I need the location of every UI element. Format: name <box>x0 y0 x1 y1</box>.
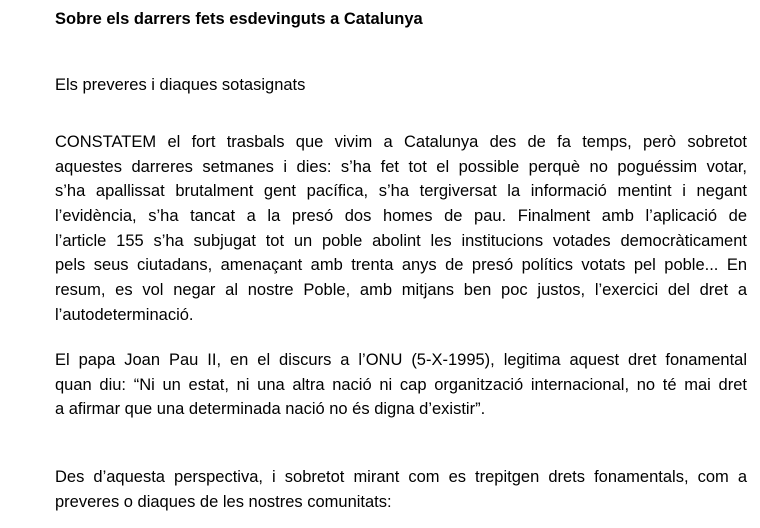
paragraph-line: El papa Joan Pau II, en el discurs a l’ONU (5-X-1995), legitima aquest dret fonamental <box>55 351 747 369</box>
document-title: Sobre els darrers fets esdevinguts a Catalunya <box>55 10 423 28</box>
paragraph-line: s’ha apallissat brutalment gent pacífica, s’ha tergiversat la informació mentint i negant <box>55 182 747 201</box>
paragraph-line: preveres o diaques de les nostres comunitats: <box>55 492 392 511</box>
paragraph-constatem <box>55 130 747 328</box>
paragraph-line: l’evidència, s’ha tancat a la presó dos homes de pau. Finalment amb l’aplicació de <box>55 207 747 226</box>
paragraph-line: l’article 155 s’ha subjugat tot un poble abolint les institucions votades democràticament <box>55 231 747 250</box>
paragraph-line: aquestes darreres setmanes i dies: s’ha fet tot el possible perquè no poguéssim votar, <box>55 157 747 176</box>
paragraph-line: l’autodeterminació. <box>55 305 194 324</box>
paragraph-line: CONSTATEM el fort trasbals que vivim a Catalunya des de fa temps, però sobretot <box>55 133 747 151</box>
paragraph-papa-joan-pau <box>55 348 747 422</box>
document-subtitle: Els preveres i diaques sotasignats <box>55 76 306 94</box>
paragraph-line: pels seus ciutadans, amenaçant amb trenta anys de presó polítics votats pel poble... En <box>55 256 747 275</box>
paragraph-line: resum, es vol negar al nostre Poble, amb mitjans ben poc justos, l’exercici del dret a <box>55 281 747 300</box>
paragraph-line: a afirmar que una determinada nació no és digna d’existir”. <box>55 400 486 419</box>
paragraph-line: quan diu: “Ni un estat, ni una altra nació ni cap organització internacional, no té mai dret <box>55 375 747 394</box>
paragraph-line: Des d’aquesta perspectiva, i sobretot mirant com es trepitgen drets fonamentals, com a <box>55 468 747 486</box>
paragraph-perspectiva <box>55 465 747 514</box>
